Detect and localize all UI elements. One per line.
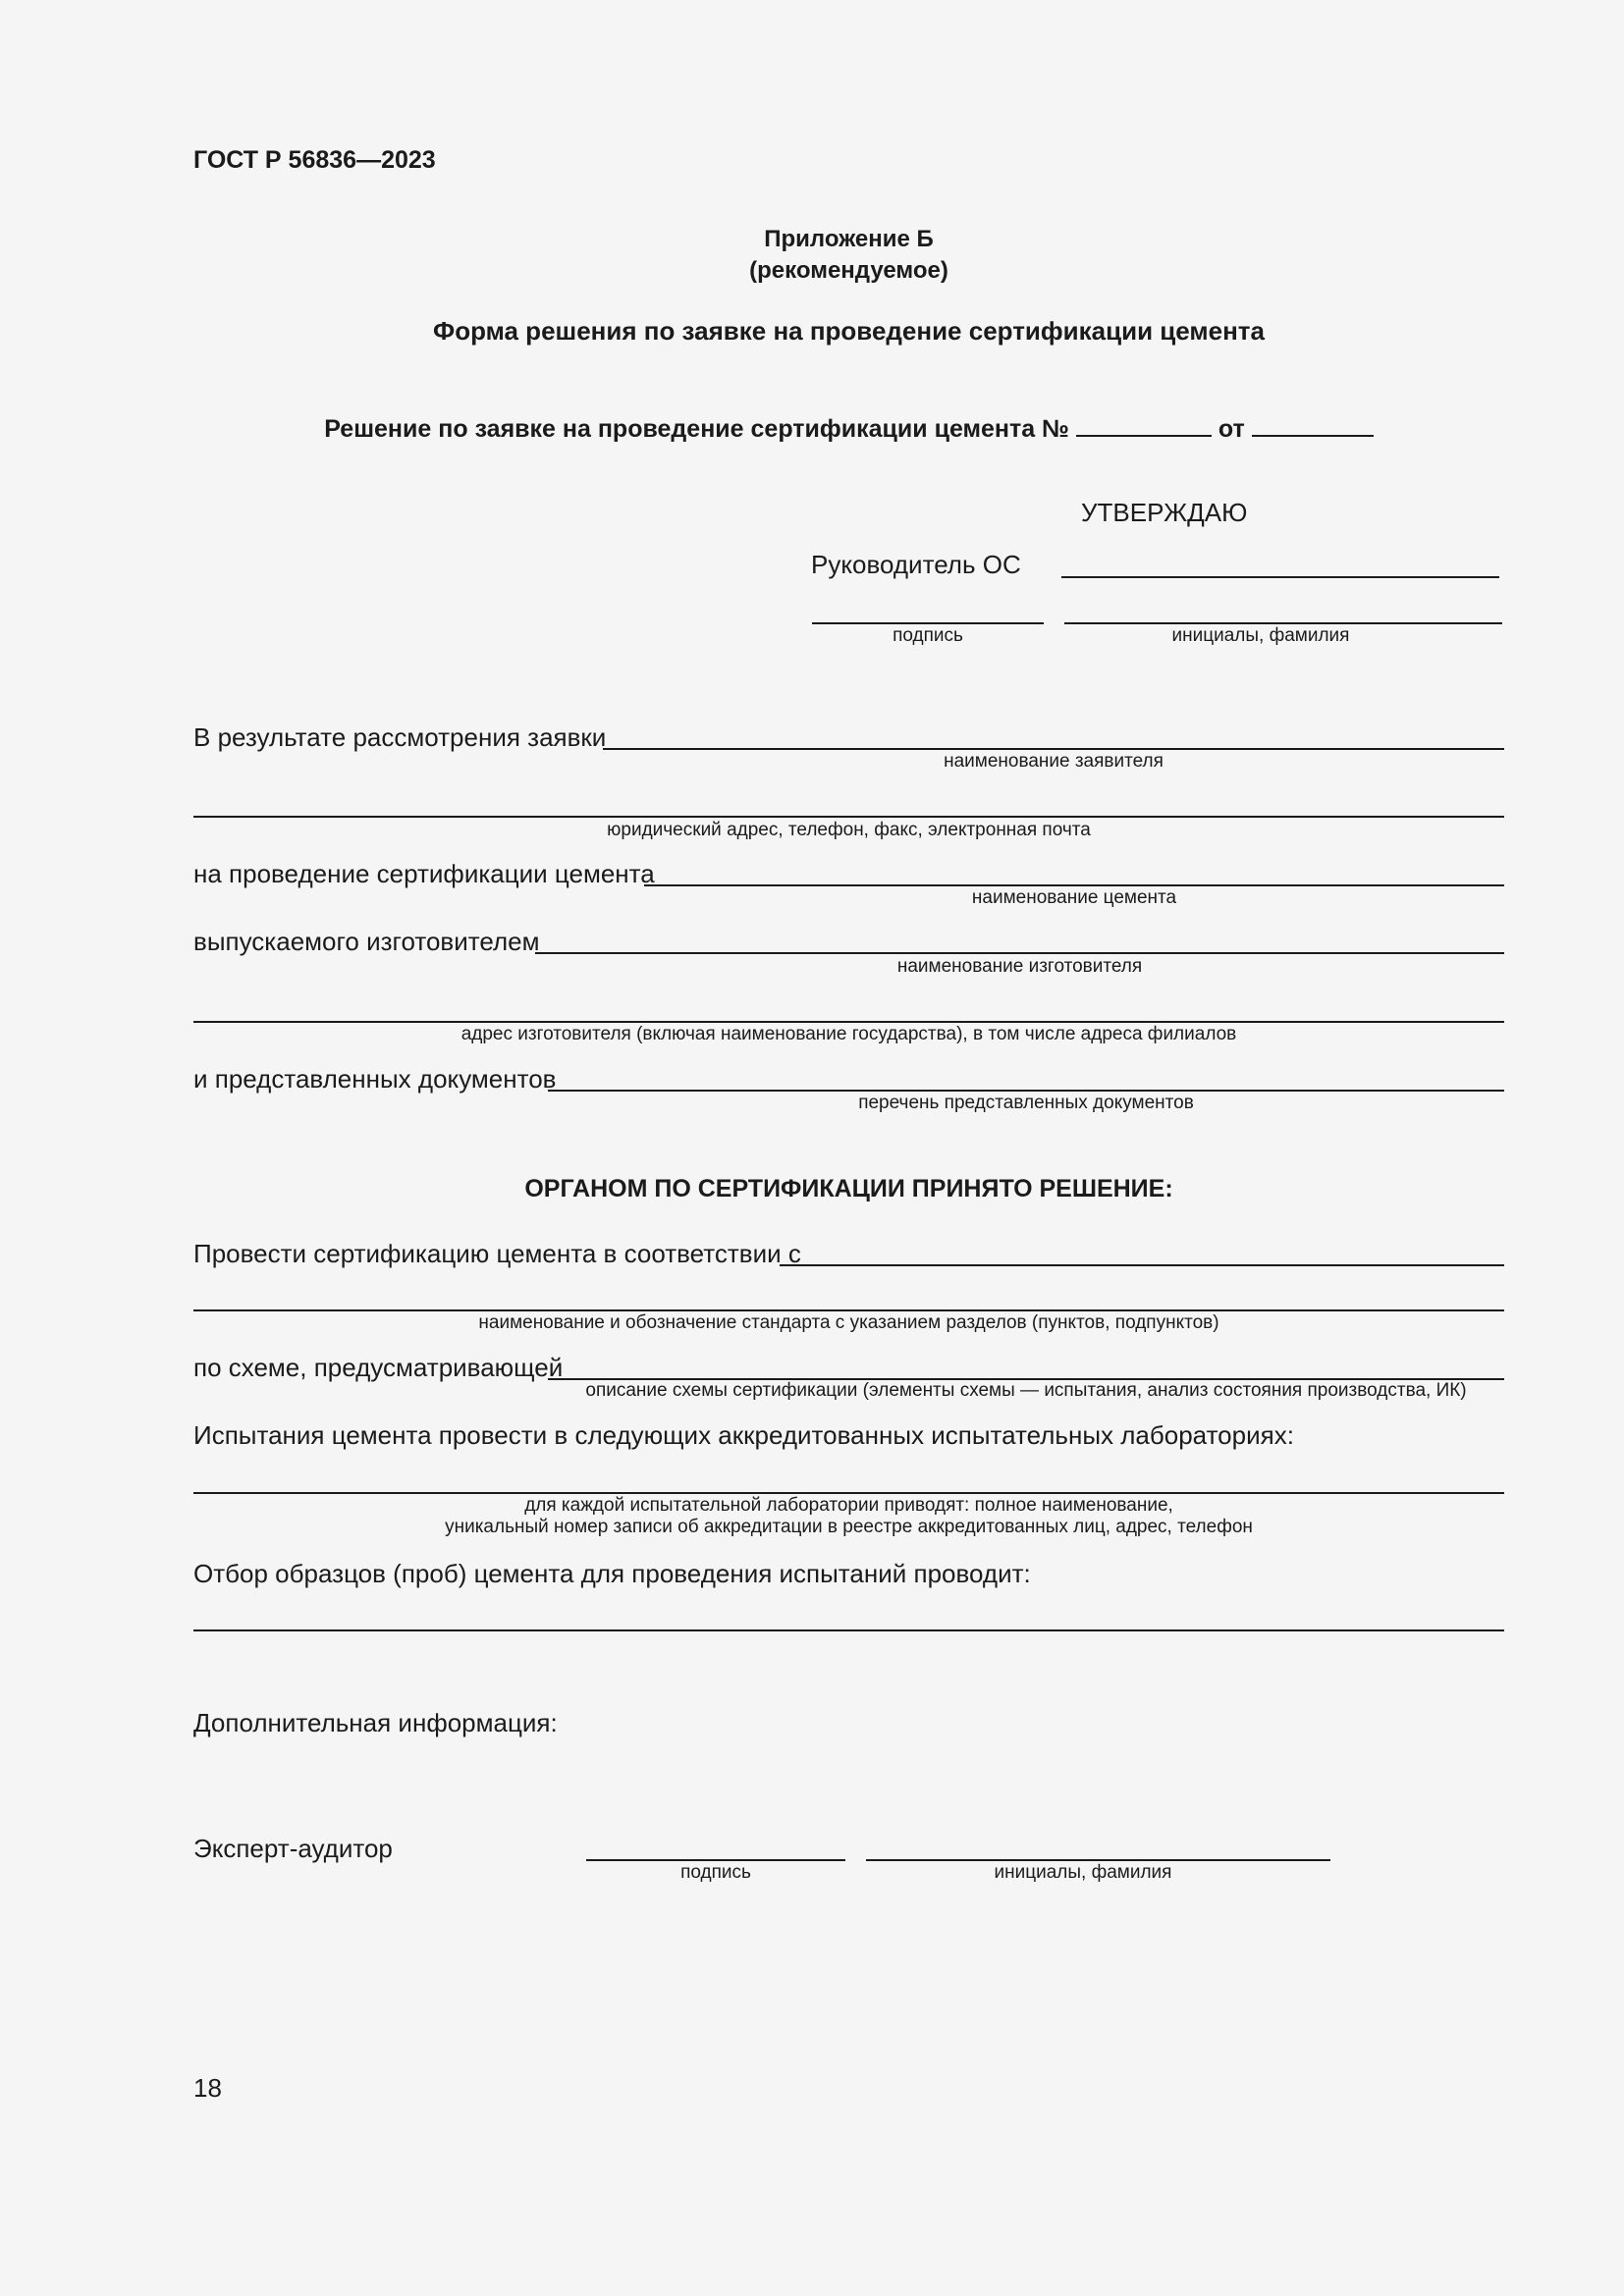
standard-field[interactable] [193,1309,1504,1311]
labs-caption-line-1: для каждой испытательной лаборатории приводят: полное наименование, [524,1495,1173,1516]
appendix-status: (рекомендуемое) [749,257,948,284]
page-number: 18 [193,2073,222,2103]
decision-date-field[interactable] [1252,409,1374,437]
decision-heading: ОРГАНОМ ПО СЕРТИФИКАЦИИ ПРИНЯТО РЕШЕНИЕ: [524,1175,1173,1202]
expert-signature-caption: подпись [680,1862,751,1883]
contacts-field[interactable] [193,816,1504,818]
decision-date-prefix: от [1218,415,1245,443]
head-signature-field[interactable] [812,622,1044,624]
decision-prefix: Решение по заявке на проведение сертификации цемента № [324,415,1069,443]
labs-field[interactable] [193,1492,1504,1494]
contacts-caption: юридический адрес, телефон, факс, электронная почта [607,820,1091,840]
expert-initials-caption: инициалы, фамилия [994,1862,1172,1883]
head-label: Руководитель ОС [811,550,1021,579]
manufacturer-caption: наименование изготовителя [896,956,1143,977]
manufacturer-label: выпускаемого изготовителем [193,927,540,956]
applicant-field[interactable] [603,748,1504,750]
sampling-label: Отбор образцов (проб) цемента для проведения испытаний проводит: [193,1559,1031,1588]
cement-caption: наименование цемента [971,887,1177,908]
applicant-caption: наименование заявителя [944,751,1164,772]
manufacturer-field[interactable] [535,952,1504,954]
review-label: В результате рассмотрения заявки [193,722,607,752]
decision-title [193,409,1504,444]
scheme-label: по схеме, предусматривающей [193,1353,564,1382]
head-name-field[interactable] [1061,576,1499,578]
labs-caption-line-2: уникальный номер записи об аккредитации в реестре аккредитованных лиц, адрес, телефон [445,1517,1253,1537]
additional-label: Дополнительная информация: [193,1708,558,1737]
form-title: Форма решения по заявке на проведение сертификации цемента [433,316,1265,346]
approve-label: УТВЕРЖДАЮ [1081,498,1248,527]
scheme-caption: описание схемы сертификации (элементы схемы — испытания, анализ состояния производства, ИК) [585,1380,1467,1401]
appendix-title: Приложение Б [764,226,934,252]
head-signature-caption: подпись [893,625,963,646]
head-initials-caption: инициалы, фамилия [1171,625,1350,646]
conduct-label: Провести сертификацию цемента в соответствии с [193,1239,801,1268]
expert-label: Эксперт-аудитор [193,1834,393,1863]
conduct-field[interactable] [780,1264,1504,1266]
standard-caption: наименование и обозначение стандарта с указанием разделов (пунктов, подпунктов) [478,1312,1219,1333]
labs-label: Испытания цемента провести в следующих аккредитованных испытательных лабораториях: [193,1420,1294,1450]
sampling-field[interactable] [193,1629,1504,1631]
address-field[interactable] [193,1021,1504,1023]
expert-signature-field[interactable] [586,1859,845,1861]
appendix-heading [193,224,1504,287]
address-caption: адрес изготовителя (включая наименование государства), в том числе адреса филиалов [460,1024,1237,1044]
documents-caption: перечень представленных документов [858,1093,1194,1113]
documents-label: и представленных документов [193,1064,557,1094]
head-initials-field[interactable] [1064,622,1502,624]
standard-designation: ГОСТ Р 56836—2023 [193,146,436,174]
labs-caption [193,1495,1504,1538]
expert-initials-field[interactable] [866,1859,1330,1861]
cement-field[interactable] [644,884,1504,886]
documents-field[interactable] [548,1090,1504,1092]
decision-number-field[interactable] [1076,409,1212,437]
certification-label: на проведение сертификации цемента [193,859,655,888]
